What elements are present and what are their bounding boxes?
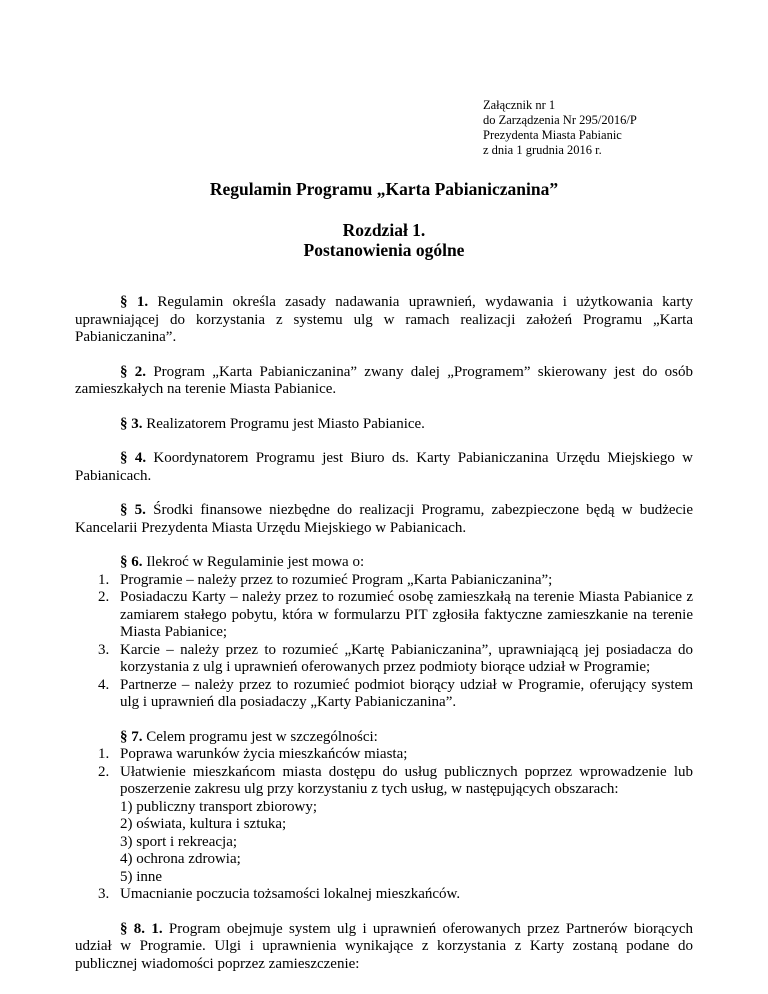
list-item: [75, 764, 693, 887]
section-number: § 2.: [120, 363, 147, 380]
section-text: Koordynatorem Programu jest Biuro ds. Karty Pabianiczanina Urzędu Miejskiego w Pabianicach.: [75, 450, 693, 484]
list-marker: 3.: [98, 641, 110, 658]
sublist-item: 4) ochrona zdrowia;: [120, 851, 241, 867]
list-item: [75, 642, 693, 677]
section-number: § 5.: [120, 502, 146, 518]
list-marker: 1.: [98, 746, 110, 762]
goals-list: [75, 746, 693, 904]
document-body: [75, 294, 693, 990]
document-title: Regulamin Programu „Karta Pabianiczanina”: [209, 179, 559, 199]
section-text: Realizatorem Programu jest Miasto Pabianice.: [142, 415, 425, 432]
section-4: [75, 450, 693, 485]
list-item-text: Posiadaczu Karty – należy przez to rozumieć osobę zamieszkałą na terenie Miasta Pabianice z zamiarem stałego pobytu, która w formularzu PIT zgłosiła faktyczne zamieszkanie na terenie Miasta Pabianice;: [120, 589, 693, 640]
section-2: [75, 364, 693, 399]
section-text: Program obejmuje system ulg i uprawnień oferowanych przez Partnerów biorących udział w Programie. Ulgi i uprawnienia wynikające z korzystania z Karty zostaną podane do publicznej wiadomości poprzez zamieszczenie:: [75, 920, 693, 972]
sublist-item: 3) sport i rekreacja;: [120, 833, 238, 850]
sublist-item: 2) oświata, kultura i sztuka;: [120, 816, 287, 832]
annex-note: [483, 98, 637, 158]
section-text: Środki finansowe niezbędne do realizacji Programu, zabezpieczone będą w budżecie Kancelarii Prezydenta Miasta Urzędu Miejskiego w Pabianicach.: [75, 502, 693, 536]
list-item-text: Poprawa warunków życia mieszkańców miasta;: [120, 746, 408, 762]
annex-line: do Zarządzenia Nr 295/2016/P: [483, 113, 637, 127]
section-number: § 4.: [120, 450, 147, 466]
list-item-text: Programie – należy przez to rozumieć Program „Karta Pabianiczanina”;: [120, 571, 553, 588]
section-number: § 8. 1.: [120, 920, 163, 937]
section-text: Celem programu jest w szczególności:: [142, 728, 378, 745]
list-item-text: Ułatwienie mieszkańcom miasta dostępu do usług publicznych poprzez wprowadzenie lub poszerzenie zakresu ulg przy korzystaniu z tych usług, w następujących obszarach:: [120, 763, 693, 797]
annex-line: z dnia 1 grudnia 2016 r.: [483, 143, 602, 157]
section-6-heading: [120, 554, 693, 572]
list-marker: 1.: [98, 571, 110, 588]
section-7-heading: [120, 729, 693, 747]
list-marker: 2.: [98, 763, 110, 780]
list-item: [75, 677, 693, 712]
section-number: § 3.: [120, 415, 143, 432]
section-number: § 7.: [120, 728, 143, 745]
sublist-item: 5) inne: [120, 868, 163, 885]
chapter-number: Rozdział 1.: [342, 220, 426, 240]
section-text: Regulamin określa zasady nadawania uprawnień, wydawania i użytkowania karty uprawniającej do korzystania z systemu ulg w ramach realizacji założeń Programu „Karta Pabianiczanina”.: [75, 294, 694, 345]
section-number: § 6.: [120, 554, 143, 570]
list-item: [75, 589, 693, 642]
section-5: [75, 502, 693, 537]
annex-line: Załącznik nr 1: [483, 98, 556, 112]
list-marker: 4.: [98, 676, 110, 693]
section-8: [75, 921, 693, 974]
section-text: Ilekroć w Regulaminie jest mowa o:: [142, 554, 365, 570]
section-3: [75, 416, 693, 434]
definitions-list: [75, 572, 693, 712]
list-item: [75, 886, 693, 904]
list-item-text: Umacnianie poczucia tożsamości lokalnej mieszkańców.: [120, 886, 461, 902]
sublist-item: 1) publiczny transport zbiorowy;: [120, 798, 318, 815]
section-1: [75, 294, 693, 347]
section-number: § 1.: [120, 294, 149, 310]
list-item-text: Karcie – należy przez to rozumieć „Kartę Pabianiczanina”, uprawniającą jej posiadacza do korzystania z ulg i uprawnień oferowanych przez podmioty biorące udział w Programie;: [120, 641, 693, 675]
list-marker: 2.: [98, 589, 110, 605]
chapter-heading: [0, 220, 768, 260]
annex-line: Prezydenta Miasta Pabianic: [483, 128, 622, 142]
areas-sublist: [120, 799, 693, 887]
chapter-name: Postanowienia ogólne: [303, 240, 465, 260]
list-item: [75, 572, 693, 590]
list-item: [75, 746, 693, 764]
section-text: Program „Karta Pabianiczanina” zwany dalej „Programem” skierowany jest do osób zamieszkałych na terenie Miasta Pabianice.: [75, 363, 693, 397]
list-item-text: Partnerze – należy przez to rozumieć podmiot biorący udział w Programie, oferujący system ulg i uprawnień dla posiadaczy „Karty Pabianiczanina”.: [120, 676, 693, 710]
list-marker: 3.: [98, 886, 110, 902]
